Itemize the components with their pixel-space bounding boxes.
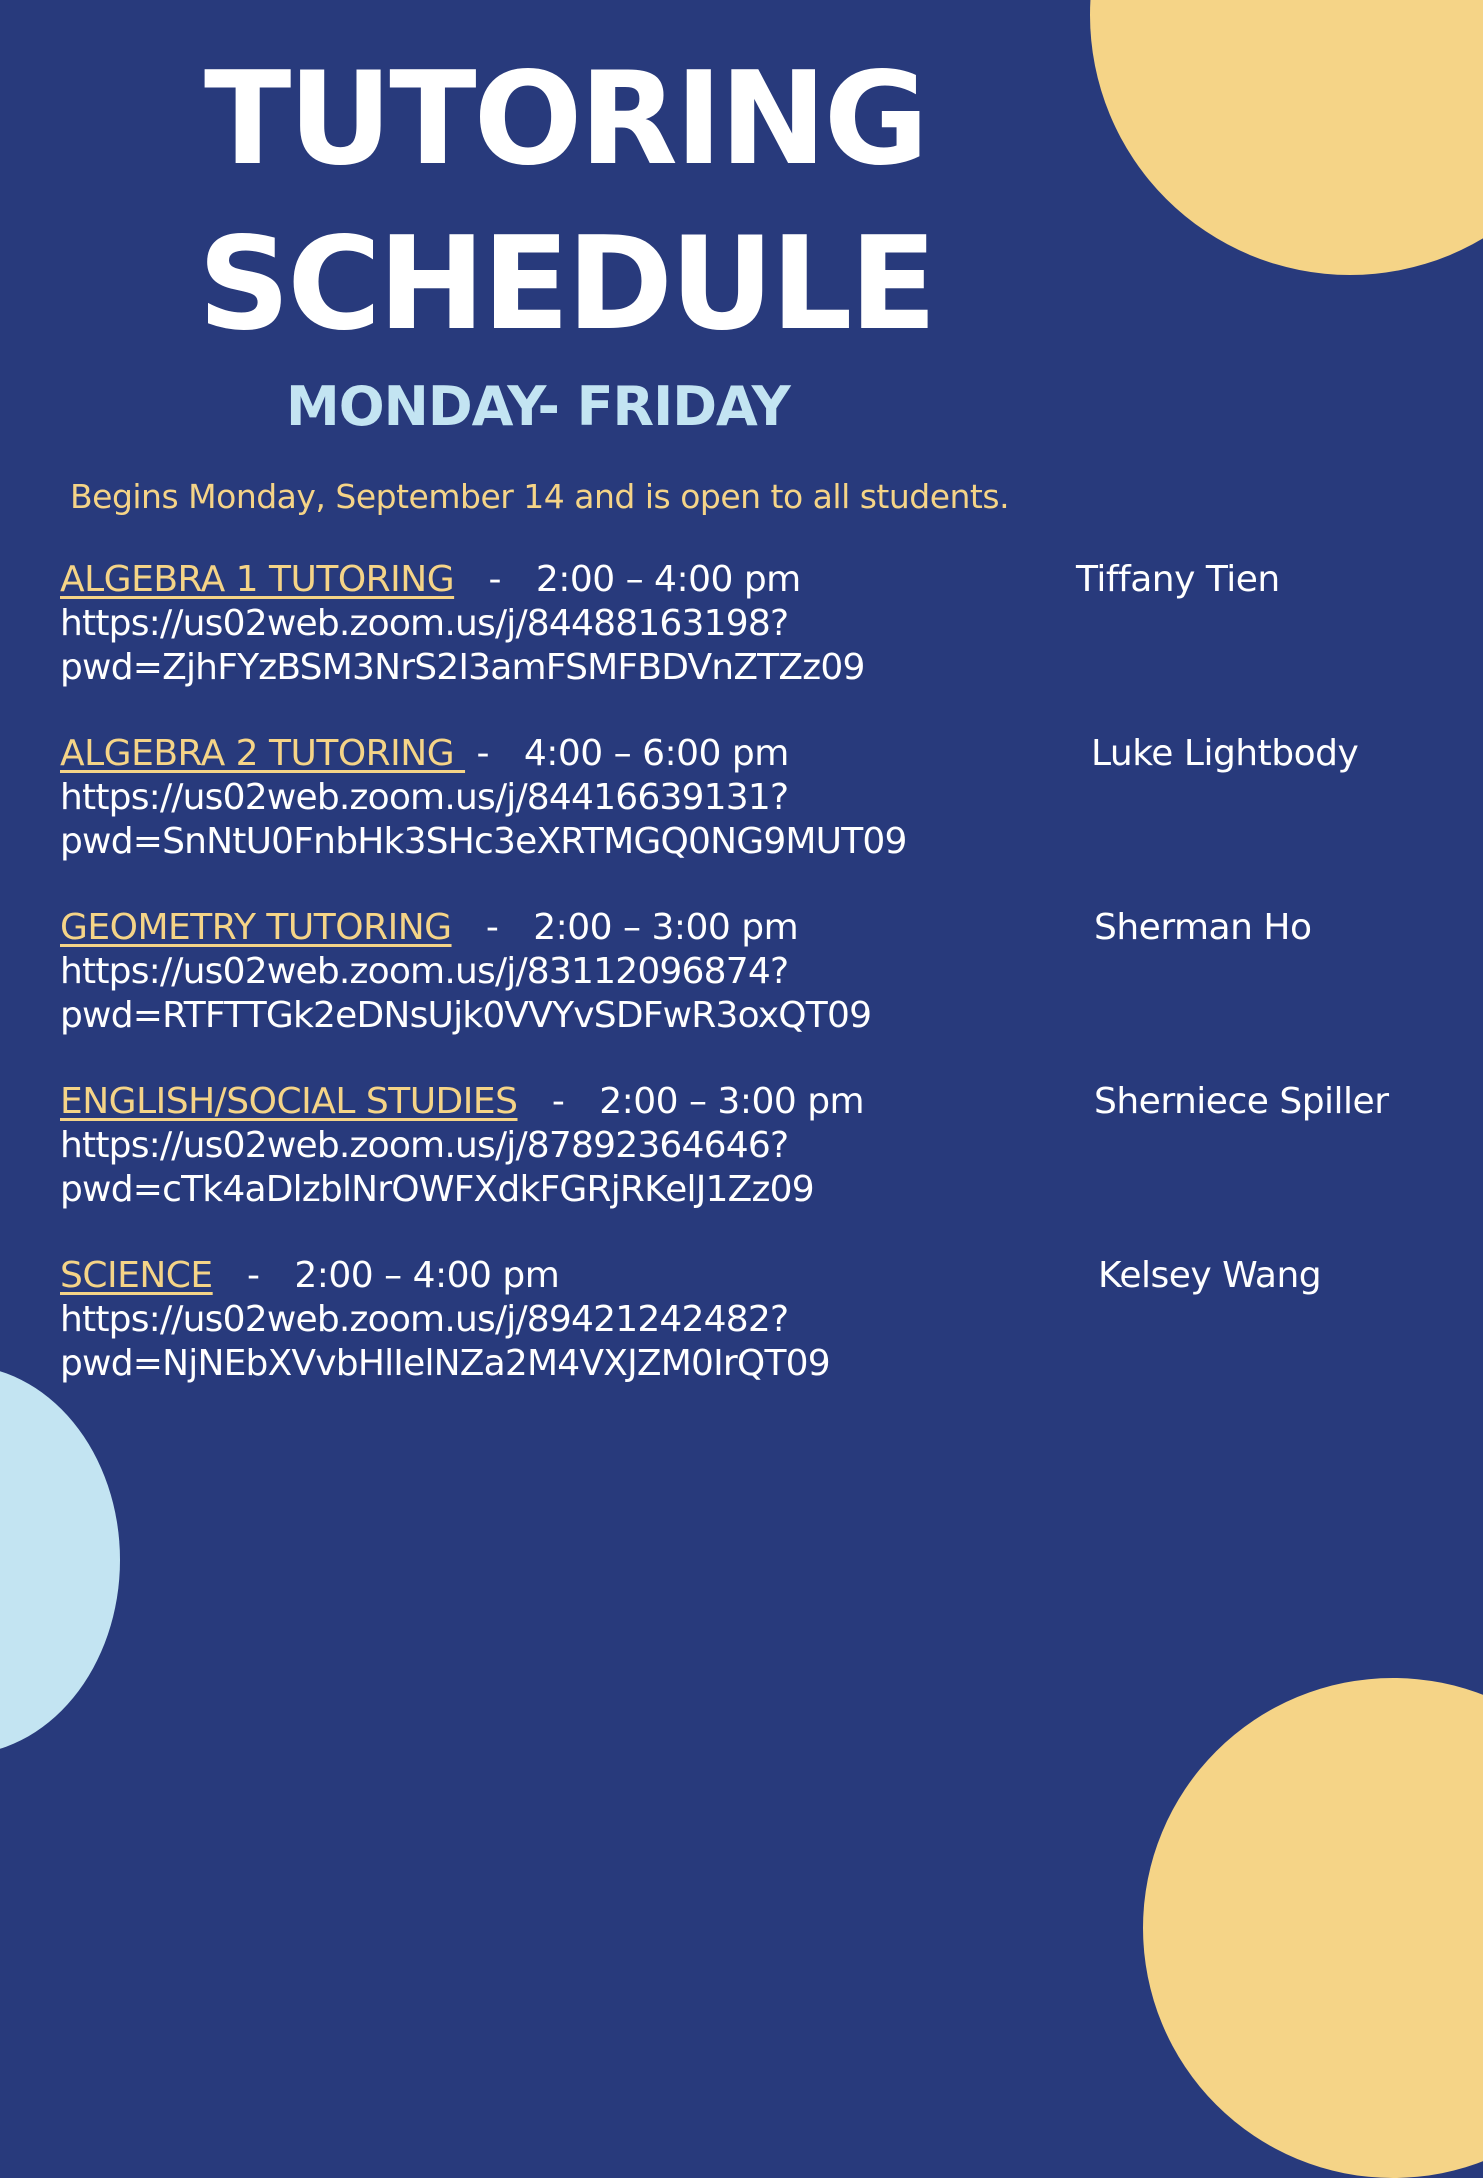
session-subject-link[interactable]: ALGEBRA 1 TUTORING [60, 559, 455, 600]
session-time: 2:00 – 4:00 pm [535, 559, 801, 600]
session-tutor: Luke Lightbody [1091, 733, 1359, 774]
session-separator: - [488, 559, 502, 600]
zoom-url-line-1[interactable]: https://us02web.zoom.us/j/89421242482? [60, 1299, 789, 1340]
session-separator: - [551, 1081, 565, 1122]
title-line-2: SCHEDULE [198, 210, 934, 359]
session-algebra-1 [60, 558, 1460, 690]
zoom-url-line-1[interactable]: https://us02web.zoom.us/j/84488163198? [60, 603, 789, 644]
session-time: 2:00 – 3:00 pm [599, 1081, 865, 1122]
session-geometry [60, 906, 1460, 1038]
decorative-circle-top-right [1090, 0, 1483, 275]
session-zoom-link[interactable] [60, 1124, 1460, 1212]
session-time: 2:00 – 3:00 pm [533, 907, 799, 948]
session-tutor: Sherniece Spiller [1094, 1081, 1389, 1122]
session-tutor: Sherman Ho [1094, 907, 1312, 948]
session-zoom-link[interactable] [60, 776, 1460, 864]
session-zoom-link[interactable] [60, 1298, 1460, 1386]
decorative-circle-left [0, 1365, 120, 1755]
title-line-1: TUTORING [204, 45, 926, 194]
session-zoom-link[interactable] [60, 950, 1460, 1038]
session-zoom-link[interactable] [60, 602, 1460, 690]
intro-text: Begins Monday, September 14 and is open to all students. [70, 477, 1010, 516]
zoom-url-line-1[interactable]: https://us02web.zoom.us/j/83112096874? [60, 951, 789, 992]
zoom-url-line-2[interactable]: pwd=ZjhFYzBSM3NrS2I3amFSMFBDVnZTZz09 [60, 647, 865, 688]
session-subject-link[interactable]: SCIENCE [60, 1255, 213, 1296]
session-subject-link[interactable]: ALGEBRA 2 TUTORING [60, 733, 466, 774]
zoom-url-line-2[interactable]: pwd=RTFTTGk2eDNsUjk0VVYvSDFwR3oxQT09 [60, 995, 872, 1036]
session-time: 4:00 – 6:00 pm [523, 733, 789, 774]
zoom-url-line-2[interactable]: pwd=NjNEbXVvbHlIelNZa2M4VXJZM0IrQT09 [60, 1343, 830, 1384]
zoom-url-line-1[interactable]: https://us02web.zoom.us/j/87892364646? [60, 1125, 789, 1166]
session-separator: - [476, 733, 490, 774]
session-separator: - [485, 907, 499, 948]
session-tutor: Kelsey Wang [1098, 1255, 1322, 1296]
session-english-social-studies [60, 1080, 1460, 1212]
session-algebra-2 [60, 732, 1460, 864]
session-subject-link[interactable]: ENGLISH/SOCIAL STUDIES [60, 1081, 518, 1122]
zoom-url-line-2[interactable]: pwd=cTk4aDlzblNrOWFXdkFGRjRKelJ1Zz09 [60, 1169, 814, 1210]
session-time: 2:00 – 4:00 pm [294, 1255, 560, 1296]
days-subtitle: MONDAY- FRIDAY [286, 375, 790, 438]
session-separator: - [247, 1255, 261, 1296]
session-science [60, 1254, 1460, 1386]
decorative-circle-bottom-right [1143, 1678, 1483, 2178]
session-subject-link[interactable]: GEOMETRY TUTORING [60, 907, 452, 948]
zoom-url-line-2[interactable]: pwd=SnNtU0FnbHk3SHc3eXRTMGQ0NG9MUT09 [60, 821, 907, 862]
session-tutor: Tiffany Tien [1076, 559, 1280, 600]
zoom-url-line-1[interactable]: https://us02web.zoom.us/j/84416639131? [60, 777, 789, 818]
